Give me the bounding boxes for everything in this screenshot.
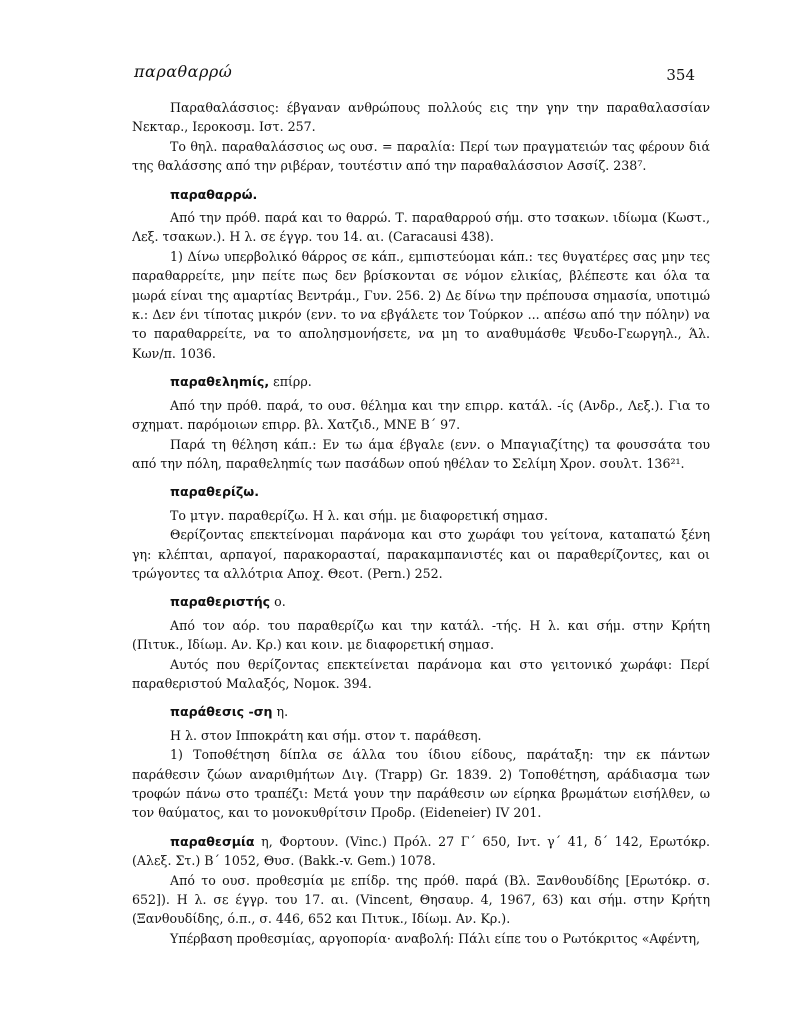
lemma-heading-word: παραθεριστής	[170, 594, 271, 610]
lemma-heading-grammar: επίρρ.	[269, 374, 312, 390]
etymology-paragraph: Από το ουσ. προθεσμία με επίδρ. της πρόθ. παρά (Βλ. Ξανθουδίδης [Ερωτόκρ. σ. 652]). Η λ. σε έγγρ. του 17. αι. (Vincent, Θησαυρ. 4, 1967, 63) και σήμ. στην Κρήτη (Ξανθουδίδης, ό.π., σ. 446, 652 και Πιτυκ., Ιδίωμ. Αν. Κρ.).	[132, 872, 710, 927]
page-number: 354	[666, 66, 695, 84]
etymology-paragraph: Το μτγν. παραθερίζω. Η λ. και σήμ. με διαφορετική σημασ.	[170, 507, 549, 523]
lemma-heading-grammar: ο.	[270, 594, 286, 610]
lemma-heading: παραθαρρώ.	[170, 186, 258, 202]
definition-paragraph: Υπέρβαση προθεσμίας, αργοπορία· αναβολή: Πάλι είπε του ο Ρωτόκριτος «Αφέντη,	[170, 930, 701, 946]
definition-paragraph: 1) Τοποθέτηση δίπλα σε άλλα του ίδιου είδους, παράταξη: την εκ πάντων παράθεσιν ζώων αναριθμήτων Διγ. (Trapp) Gr. 1839. 2) Τοποθέτηση, αράδιασμα των τροφών πάνω στο τραπέζι: Μετά γουν την παράθεσιν ων είρηκα βρωμάτων εισήλθεν, ω τον θαύματος, και το μονοκυθρίτσιν Προδρ. (Eideneier) IV 201.	[132, 747, 710, 821]
page-content	[132, 98, 710, 948]
lemma-heading-word: παραθεληmίς,	[170, 374, 270, 390]
lemma-heading: παραθερίζω.	[170, 484, 260, 500]
lemma-heading-grammar: η, Φορτουν. (Vinc.) Πρόλ. 27 Γ΄ 650, Ιντ. γ΄ 41, δ΄ 142, Ερωτόκρ. (Αλεξ. Στ.) Β΄ 1052, Θυσ. (Bakk.-v. Gem.) 1078.	[132, 833, 710, 869]
etymology-paragraph: Από την πρόθ. παρά, το ουσ. θέλημα και την επιρρ. κατάλ. -ίς (Ανδρ., Λεξ.). Για το σχηματ. παρόμοιων επιρρ. βλ. Χατζιδ., ΜΝΕ Β΄ 97.	[132, 397, 710, 433]
etymology-paragraph: Η λ. στον Ιπποκράτη και σήμ. στον τ. παράθεση.	[170, 727, 482, 743]
lemma-heading	[170, 702, 710, 721]
lemma-heading-grammar: η.	[272, 704, 289, 720]
lemma-heading-word: παραθεσμία	[170, 833, 255, 849]
definition-paragraph: 1) Δίνω υπερβολικό θάρρος σε κάπ., εμπιστεύομαι κάπ.: τες θυγατέρες σας μην τες παραθαρρείτε, μην πείτε πως δεν βρίσκονται σε νόμον ελικίας, βλέπεστε και όλα τα μωρά είναι της αμαρτίας Βεντράμ., Γυν. 256. 2) Δε δίνω την πρέπουσα σημασία, υποτιμώ κ.: Δεν ένι τίποτας μικρόν (ενν. το να εβγάλετε τον Τούρκον ... απέσω από την πόλην) να το παραθαρρείτε, να το απολησμονήσετε, να μη το αναθυμάσθε Ψευδο-Γεωργηλ., Άλ. Κων/π. 1036.	[132, 248, 710, 361]
lemma-heading	[170, 592, 710, 611]
lemma-paragraph	[132, 832, 710, 871]
lemma-heading	[170, 372, 710, 391]
entry-paragraph: Το θηλ. παραθαλάσσιος ως ουσ. = παραλία: Περί των πραγματειών τας φέρουν διά της θαλάσσης από την ριβέραν, τουτέστιν από την παραθαλάσσιον Ασσίζ. 238⁷.	[132, 138, 710, 174]
definition-paragraph: Παρά τη θέληση κάπ.: Εν τω άμα έβγαλε (ενν. ο Μπαγιαζίτης) τα φουσσάτα του από την πόλη, παραθεληmίς των πασάδων οπού ηθέλαν το Σελίμη Χρον. σουλτ. 136²¹.	[132, 436, 710, 471]
entry-paragraph: Παραθαλάσσιος: έβγαναν ανθρώπους πολλούς εις την γην την παραθαλασσίαν Νεκταρ., Ιεροκοσμ. Ιστ. 257.	[132, 100, 710, 135]
etymology-paragraph: Από τον αόρ. του παραθερίζω και την κατάλ. -τής. Η λ. και σήμ. στην Κρήτη (Πιτυκ., Ιδίωμ. Αν. Κρ.) και κοιν. με διαφορετική σημασ.	[132, 617, 710, 653]
running-header-title: παραθαρρώ	[134, 62, 233, 81]
lemma-heading-word: παράθεσις -ση	[170, 704, 273, 720]
definition-paragraph: Θερίζοντας επεκτείνομαι παράνομα και στο χωράφι του γείτονα, καταπατώ ξένη γη: κλέπται, αρπαγοί, παρακορασταί, παρακαμπανιστές και οι παραθερίζοντες, και οι τρώγοντες τα αλλότρια Αποχ. Θεοτ. (Pern.) 252.	[132, 527, 710, 581]
etymology-paragraph: Από την πρόθ. παρά και το θαρρώ. Τ. παραθαρρού σήμ. στο τσακων. ιδίωμα (Κωστ., Λεξ. τσακων.). Η λ. σε έγγρ. του 14. αι. (Caracausi 438).	[132, 210, 710, 245]
definition-paragraph: Αυτός που θερίζοντας επεκτείνεται παράνομα και στο γειτονικό χωράφι: Περί παραθεριστού Μαλαξός, Νομοκ. 394.	[132, 656, 710, 691]
